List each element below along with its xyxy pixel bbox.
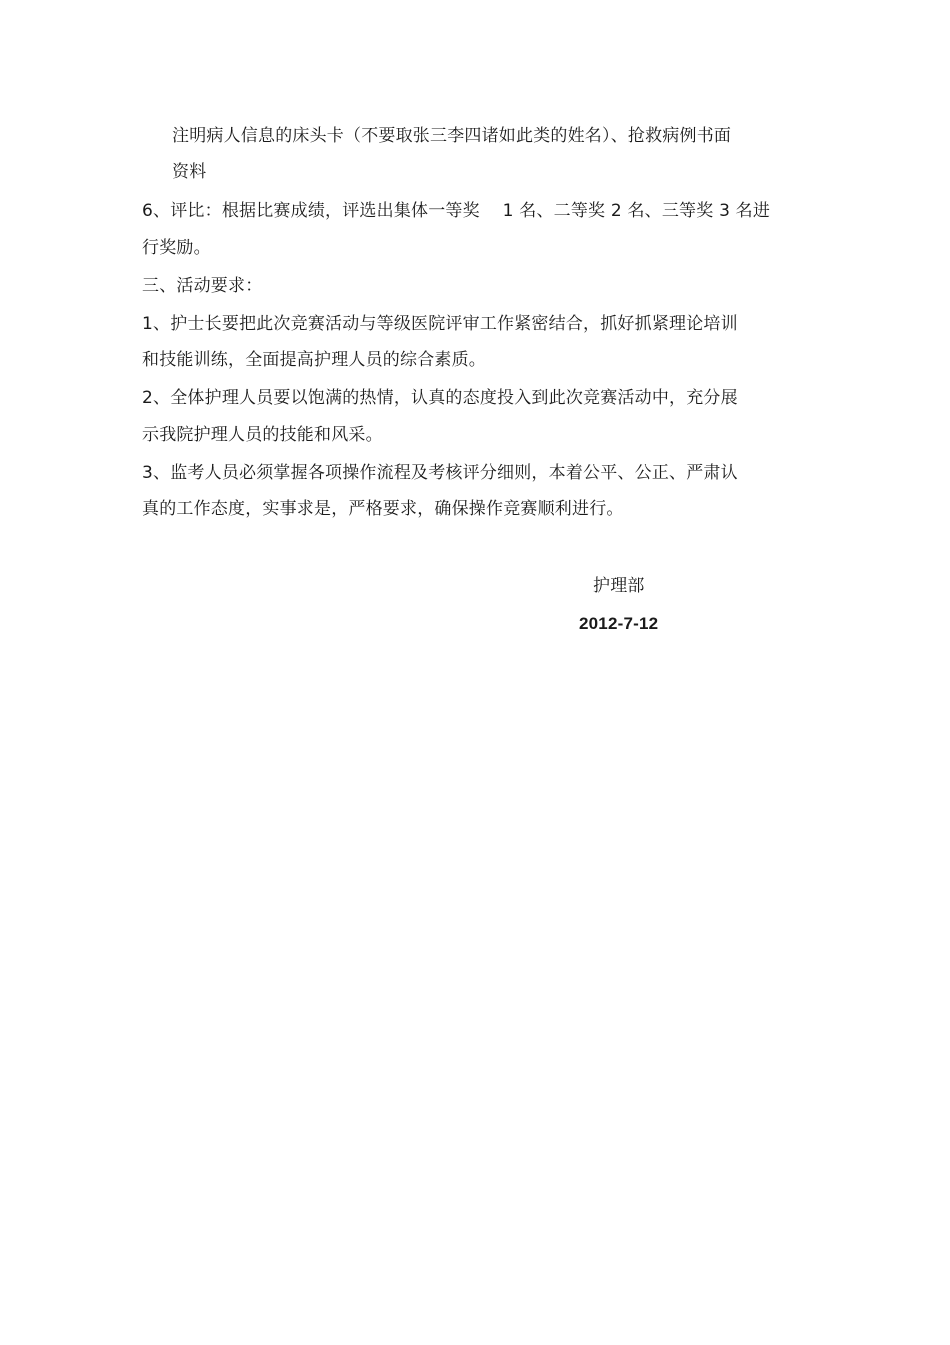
text-line-11: 真的工作态度，实事求是，严格要求，确保操作竞赛顺利进行。	[142, 499, 624, 519]
text-line-4: 行奖励。	[142, 238, 211, 258]
text-line-10: 3、监考人员必须掌握各项操作流程及考核评分细则，本着公平、公正、严肃认	[142, 463, 738, 483]
text-line-1: 注明病人信息的床头卡（不要取张三李四诸如此类的姓名）、抢救病例书面	[172, 126, 732, 146]
signature-date: 2012-7-12	[579, 614, 659, 633]
text-line-2: 资料	[172, 162, 207, 182]
text-line-9: 示我院护理人员的技能和风采。	[142, 425, 383, 445]
text-line-8: 2、全体护理人员要以饱满的热情，认真的态度投入到此次竞赛活动中，充分展	[142, 388, 738, 408]
text-line-7: 和技能训练，全面提高护理人员的综合素质。	[142, 350, 486, 370]
text-line-3: 6、评比：根据比赛成绩，评选出集体一等奖 1 名、二等奖 2 名、三等奖 3 名进	[142, 201, 771, 221]
section-heading: 三、活动要求：	[142, 276, 263, 296]
text-line-6: 1、护士长要把此次竞赛活动与等级医院评审工作紧密结合，抓好抓紧理论培训	[142, 314, 738, 334]
signature-department: 护理部	[593, 576, 645, 596]
